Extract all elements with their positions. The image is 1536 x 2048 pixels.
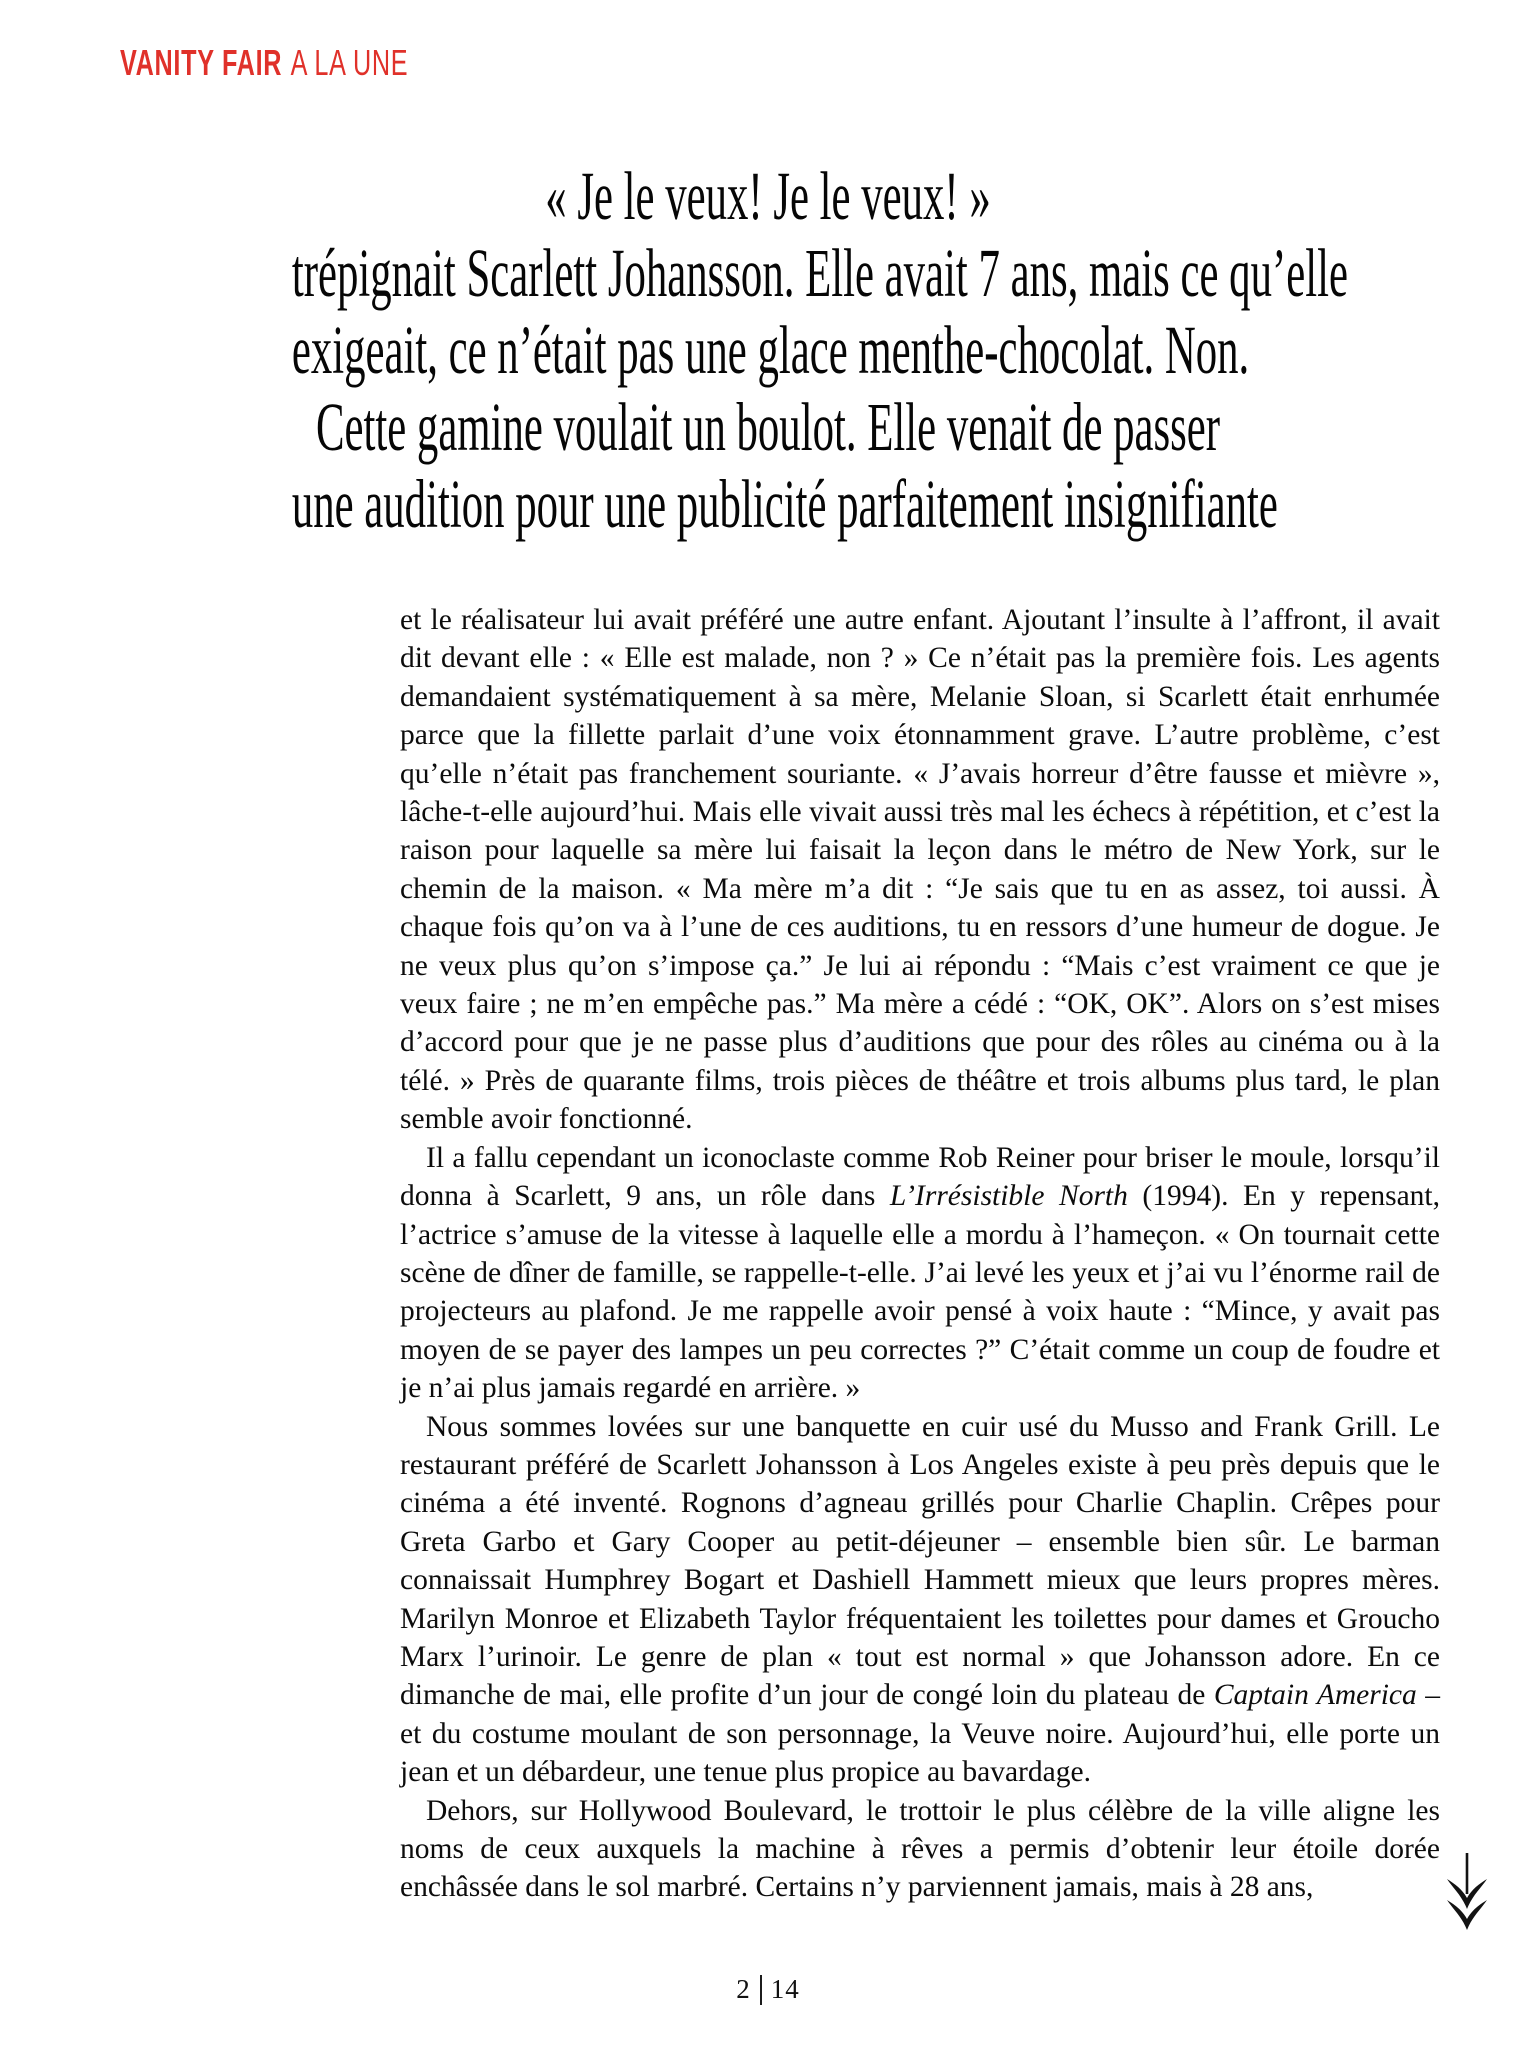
- page-number: [0, 1974, 1536, 2005]
- headline-line-3: exigeait, ce n’était pas une glace menthe-chocolat. Non.: [291, 312, 1250, 388]
- headline-line-2: trépignait Scarlett Johansson. Elle avait 7 ans, mais ce qu’elle: [291, 235, 1348, 311]
- article-body: [400, 601, 1440, 1907]
- body-paragraph-4: Dehors, sur Hollywood Boulevard, le trottoir le plus célèbre de la ville aligne les noms de ceux auxquels la machine à rêves a permis d’obtenir leur étoile dorée enchâssée dans le sol marbré. Certains n’y parviennent jamais, mais à 28 ans,: [400, 1794, 1440, 1904]
- section-kicker: [120, 42, 409, 83]
- headline-line-4: Cette gamine voulait un boulot. Elle venait de passer: [315, 389, 1221, 465]
- article-headline: [0, 158, 1536, 543]
- body-paragraph-1: et le réalisateur lui avait préféré une autre enfant. Ajoutant l’insulte à l’affront, il avait dit devant elle : « Elle est malade, non ? » Ce n’était pas la première fois. Les agents demandaient systématiquement à sa mère, Melanie Sloan, si Scarlett était enrhumée parce que la fillette parlait d’une voix étonnamment grave. L’autre problème, c’est qu’elle n’était pas franchement souriante. « J’avais horreur d’être fausse et mièvre », lâche-t-elle aujourd’hui. Mais elle vivait aussi très mal les échecs à répétition, et c’est la raison pour laquelle sa mère lui faisait la leçon dans le métro de New York, sur le chemin de la maison. « Ma mère m’a dit : “Je sais que tu en as assez, toi aussi. À chaque fois qu’on va à l’une de ces auditions, tu en ressors d’une humeur de dogue. Je ne veux plus qu’on s’impose ça.” Je lui ai répondu : “Mais c’est vraiment ce que je veux faire ; ne m’en empêche pas.” Ma mère a cédé : “OK, OK”. Alors on s’est mises d’accord pour que je ne passe plus d’auditions que pour des rôles au cinéma ou à la télé. » Près de quarante films, trois pièces de théâtre et trois albums plus tard, le plan semble avoir fonctionné.: [400, 604, 1440, 1136]
- body-paragraph-2: Il a fallu cependant un iconoclaste comme Rob Reiner pour briser le moule, lorsqu’il donna à Scarlett, 9 ans, un rôle dans L’Irrésistible North (1994). En y repensant, l’actrice s’amuse de la vitesse à laquelle elle a mordu à l’hameçon. « On tournait cette scène de dîner de famille, se rappelle-t-elle. J’ai levé les yeux et j’ai vu l’énorme rail de projecteurs au plafond. Je me rappelle avoir pensé à voix haute : “Mince, y avait pas moyen de se payer des lampes un peu correctes ?” C’était comme un coup de foudre et je n’ai plus jamais regardé en arrière. »: [400, 1141, 1440, 1405]
- page-current: 2: [736, 1974, 751, 2004]
- page-total: 14: [770, 1974, 800, 2004]
- headline-line-1: « Je le veux! Je le veux! »: [545, 158, 991, 234]
- page-number-separator: [760, 1975, 762, 2005]
- headline-line-5: une audition pour une publicité parfaitement insignifiante: [291, 466, 1278, 542]
- body-paragraph-3: Nous sommes lovées sur une banquette en cuir usé du Musso and Frank Grill. Le restaurant préféré de Scarlett Johansson à Los Angeles existe à peu près depuis que le cinéma a été inventé. Rognons d’agneau grillés pour Charlie Chaplin. Crêpes pour Greta Garbo et Gary Cooper au petit-déjeuner – ensemble bien sûr. Le barman connaissait Humphrey Bogart et Dashiell Hammett mieux que leurs propres mères. Marilyn Monroe et Elizabeth Taylor fréquentaient les toilettes pour dames et Groucho Marx l’urinoir. Le genre de plan « tout est normal » que Johansson adore. En ce dimanche de mai, elle profite d’un jour de congé loin du plateau de Captain America – et du costume moulant de son personnage, la Veuve noire. Aujourd’hui, elle porte un jean et un débardeur, une tenue plus propice au bavardage.: [400, 1410, 1440, 1789]
- brand-label: VANITY FAIR: [120, 42, 283, 83]
- section-label: A LA UNE: [290, 42, 409, 83]
- double-chevron-down-icon: [1444, 1852, 1490, 1932]
- film-title-irresistible-north: L’Irrésistible North: [889, 1180, 1128, 1213]
- film-title-captain-america: Captain America: [1213, 1679, 1417, 1712]
